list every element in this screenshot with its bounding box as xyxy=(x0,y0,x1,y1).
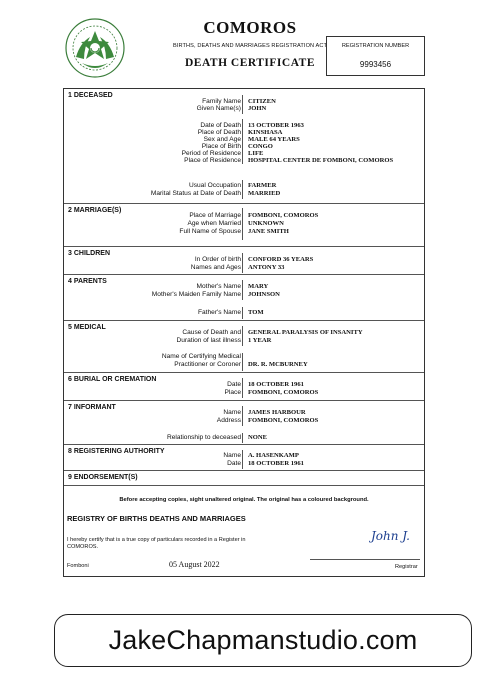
field-label: Names and Ages xyxy=(190,264,241,271)
section-title: 2 MARRIAGE(S) xyxy=(68,207,122,214)
watermark-box xyxy=(54,614,472,667)
field-row xyxy=(64,389,424,397)
field-value: HOSPITAL CENTER DE FOMBONI, COMOROS xyxy=(248,157,394,164)
section-title: 8 REGISTERING AUTHORITY xyxy=(68,448,165,455)
field-label: Practitioner or Coroner xyxy=(174,361,241,368)
signature-line xyxy=(310,559,420,560)
field-label: Date xyxy=(227,460,241,467)
watermark-text: JakeChapmanstudio.com xyxy=(108,625,418,655)
coat-of-arms-seal xyxy=(64,17,126,79)
field-value: MALE 64 YEARS xyxy=(248,136,300,143)
certification-line: COMOROS. xyxy=(67,544,99,550)
country-title: COMOROS xyxy=(203,18,297,37)
field-value: 18 OCTOBER 1961 xyxy=(248,460,304,467)
issue-place: Fomboni xyxy=(67,563,89,569)
field-label: Date xyxy=(227,381,241,388)
field-label: Date of Death xyxy=(200,122,241,129)
registration-act: BIRTHS, DEATHS AND MARRIAGES REGISTRATION ACT xyxy=(173,43,327,49)
section-title: 3 CHILDREN xyxy=(68,250,111,257)
section-medical xyxy=(64,320,424,372)
field-row xyxy=(64,212,424,220)
field-label: Place xyxy=(224,389,241,396)
section-burial xyxy=(64,372,424,400)
registration-number-label: REGISTRATION NUMBER xyxy=(341,43,410,49)
section-marriage xyxy=(64,203,424,246)
field-row xyxy=(64,264,424,272)
field-value: 18 OCTOBER 1961 xyxy=(248,381,304,388)
field-row xyxy=(64,329,424,337)
field-row xyxy=(64,182,424,190)
registration-number: 9993456 xyxy=(359,60,392,69)
field-value: CITIZEN xyxy=(248,98,276,105)
field-row xyxy=(64,434,424,442)
section-children xyxy=(64,246,424,274)
certification-line: I hereby certify that is a true copy of particulars recorded in a Register in xyxy=(67,537,246,543)
field-value: JOHN xyxy=(248,105,267,112)
certificate-title: DEATH CERTIFICATE xyxy=(184,57,316,69)
section-title: 4 PARENTS xyxy=(68,278,107,285)
registry-title: REGISTRY OF BIRTHS DEATHS AND MARRIAGES xyxy=(67,514,246,523)
field-label: Name of Certifying Medical xyxy=(161,353,241,360)
field-value: A. HASENKAMP xyxy=(248,452,299,459)
field-value: LIFE xyxy=(248,150,264,157)
certificate-form xyxy=(63,88,425,577)
field-value: FOMBONI, COMOROS xyxy=(248,212,319,219)
field-label: Usual Occupation xyxy=(188,182,241,189)
field-row xyxy=(64,157,424,165)
field-value: JANE SMITH xyxy=(248,228,289,235)
field-label: Family Name xyxy=(202,98,241,105)
issue-date: 05 August 2022 xyxy=(169,560,220,569)
field-label: Given Name(s) xyxy=(196,105,241,112)
section-title: 9 ENDORSEMENT(S) xyxy=(68,474,138,481)
field-row xyxy=(64,309,424,317)
field-label: Sex and Age xyxy=(203,136,241,143)
field-row xyxy=(64,409,424,417)
field-label: Address xyxy=(216,417,241,424)
field-label: Period of Residence xyxy=(181,150,241,157)
field-row xyxy=(64,381,424,389)
field-label: Age when Married xyxy=(187,220,241,227)
field-row xyxy=(64,105,424,113)
field-row xyxy=(64,190,424,198)
field-value: MARY xyxy=(248,283,269,290)
field-value: CONGO xyxy=(248,143,273,150)
field-label: Name xyxy=(223,409,241,416)
section-title: 5 MEDICAL xyxy=(68,324,106,331)
field-row xyxy=(64,228,424,236)
field-value: JOHNSON xyxy=(248,291,280,298)
field-value: DR. R. MCBURNEY xyxy=(248,361,308,368)
field-label: Mother's Name xyxy=(196,283,241,290)
field-label: Father's Name xyxy=(197,309,241,316)
section-deceased xyxy=(64,89,424,203)
field-row xyxy=(64,291,424,299)
field-value: KINSHASA xyxy=(248,129,283,136)
field-value: TOM xyxy=(248,309,264,316)
field-label: Full Name of Spouse xyxy=(179,228,241,235)
field-row xyxy=(64,460,424,468)
registrar-signature: John J. xyxy=(371,529,410,543)
registration-number-box xyxy=(326,36,425,76)
field-row xyxy=(64,283,424,291)
field-label: Place of Death xyxy=(197,129,241,136)
field-value: MARRIED xyxy=(248,190,281,197)
section-registering-authority xyxy=(64,444,424,470)
field-row xyxy=(64,220,424,228)
section-parents xyxy=(64,274,424,320)
field-label: Relationship to deceased xyxy=(166,434,241,441)
field-value: 1 YEAR xyxy=(248,337,272,344)
field-row xyxy=(64,417,424,425)
field-label: Marital Status at Date of Death xyxy=(150,190,241,197)
section-endorsement xyxy=(64,470,424,486)
field-label: Mother's Maiden Family Name xyxy=(151,291,241,298)
field-label: Place of Marriage xyxy=(189,212,241,219)
field-label: Name xyxy=(223,452,241,459)
field-value: NONE xyxy=(248,434,268,441)
section-title: 1 DECEASED xyxy=(68,92,113,99)
field-label: Place of Residence xyxy=(184,157,241,164)
field-value: FARMER xyxy=(248,182,277,189)
field-row xyxy=(64,361,424,369)
section-title: 6 BURIAL OR CREMATION xyxy=(68,376,157,383)
field-value: FOMBONI, COMOROS xyxy=(248,389,319,396)
field-row xyxy=(64,256,424,264)
field-value: JAMES HARBOUR xyxy=(248,409,306,416)
section-informant xyxy=(64,400,424,444)
field-row xyxy=(64,337,424,345)
certification-text xyxy=(67,537,245,551)
field-label: In Order of birth xyxy=(194,256,241,263)
field-value: ANTONY 33 xyxy=(248,264,285,271)
field-row xyxy=(64,353,424,361)
registrar-label: Registrar xyxy=(395,564,418,570)
field-label: Duration of last illness xyxy=(176,337,241,344)
section-title: 7 INFORMANT xyxy=(68,404,116,411)
notice-text: Before accepting copies, sight unaltered original. The original has a coloured background. xyxy=(119,497,369,503)
field-value: 13 OCTOBER 1963 xyxy=(248,122,304,129)
field-row xyxy=(64,452,424,460)
field-value: UNKNOWN xyxy=(248,220,284,227)
field-value: FOMBONI, COMOROS xyxy=(248,417,319,424)
field-value: CONFORD 36 YEARS xyxy=(248,256,314,263)
field-value: GENERAL PARALYSIS OF INSANITY xyxy=(248,329,363,336)
field-label: Cause of Death and xyxy=(182,329,241,336)
field-label: Place of Birth xyxy=(201,143,241,150)
